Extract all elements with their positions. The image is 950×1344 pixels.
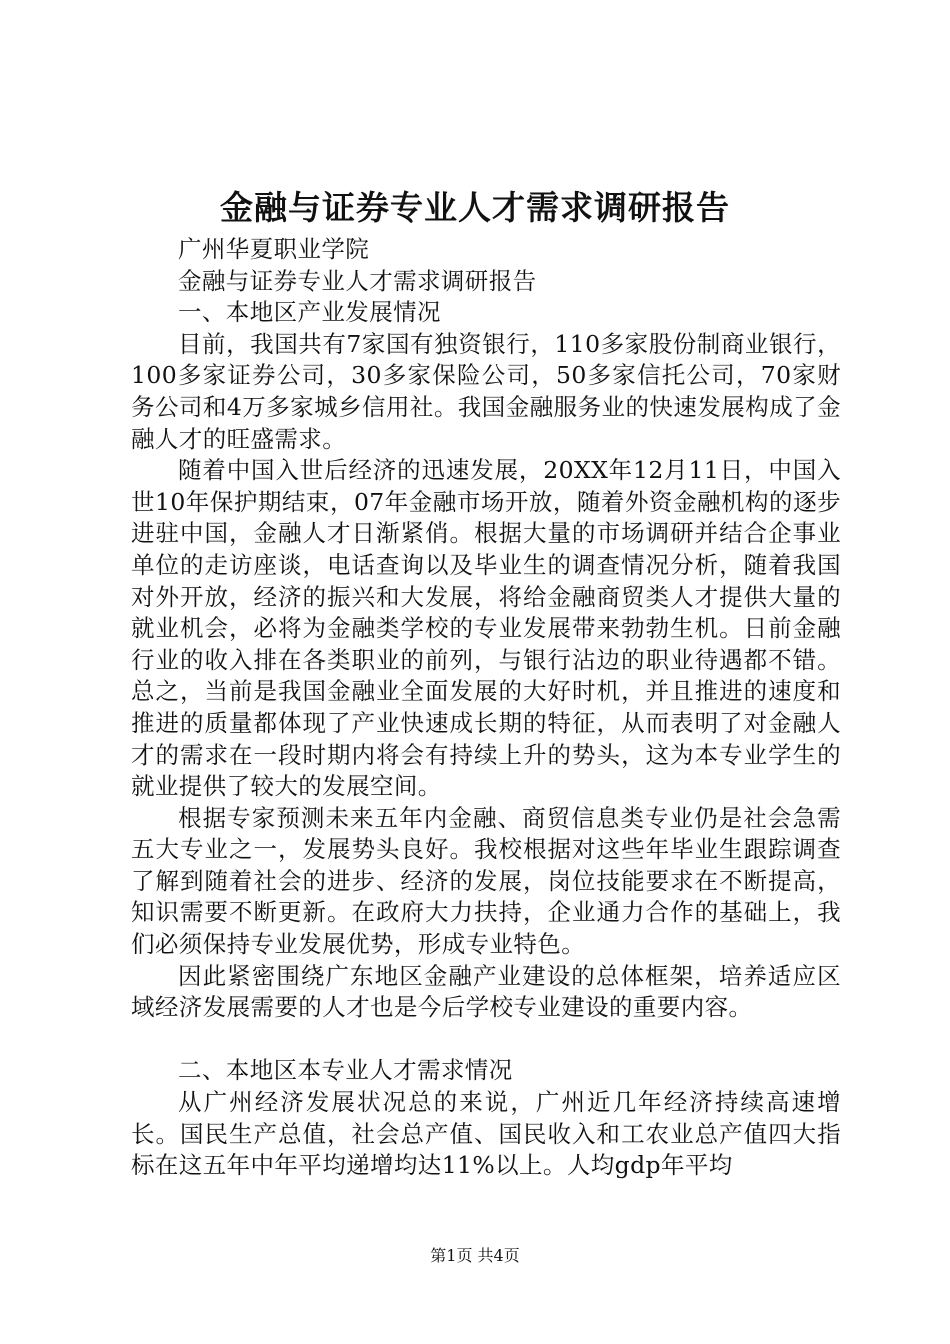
section-heading-talent-demand: 二、本地区本专业人才需求情况 xyxy=(178,1056,513,1085)
paragraph-financial-institutions: 目前，我国共有7家国有独资银行，110多家股份制商业银行，100多家证券公司，30多家保险公司，50多家信托公司，70家财务公司和4万多家城乡信用社。我国金融服务业的快速发展构成了金融人才的旺盛需求。 xyxy=(131,329,841,453)
paragraph-school-name: 广州华夏职业学院 xyxy=(178,235,370,263)
section-heading-industry: 一、本地区产业发展情况 xyxy=(178,298,441,327)
paragraph-guangdong-framework: 因此紧密围绕广东地区金融产业建设的总体框架，培养适应区域经济发展需要的人才也是今后学校专业建设的重要内容。 xyxy=(131,961,841,1022)
page-footer: 第1页 共4页 xyxy=(430,1246,520,1265)
paragraph-report-subtitle: 金融与证券专业人才需求调研报告 xyxy=(178,266,537,295)
paragraph-expert-forecast: 根据专家预测未来五年内金融、商贸信息类专业仍是社会急需五大专业之一，发展势头良好。我校根据对这些年毕业生跟踪调查了解到随着社会的进步、经济的发展，岗位技能要求在不断提高，知识需要不断更新。在政府大力扶持，企业通力合作的基础上，我们必须保持专业发展优势，形成专业特色。 xyxy=(131,803,841,959)
document-body xyxy=(131,234,841,1182)
paragraph-guangzhou-economy: 从广州经济发展状况总的来说，广州近几年经济持续高速增长。国民生产总值，社会总产值、国民收入和工农业总产值四大指标在这五年中年平均递增均达11%以上。人均gdp年平均 xyxy=(131,1088,841,1180)
document-title: 金融与证券专业人才需求调研报告 xyxy=(220,188,730,227)
paragraph-wto-development: 随着中国入世后经济的迅速发展，20XX年12月11日，中国入世10年保护期结束，07年金融市场开放，随着外资金融机构的逐步进驻中国，金融人才日渐紧俏。根据大量的市场调研并结合企事业单位的走访座谈，电话查询以及毕业生的调查情况分析，随着我国对外开放，经济的振兴和大发展，将给金融商贸类人才提供大量的就业机会，必将为金融类学校的专业发展带来勃勃生机。日前金融行业的收入排在各类职业的前列，与银行沾边的职业待遇都不错。总之，当前是我国金融业全面发展的大好时机，并且推进的速度和推进的质量都体现了产业快速成长期的特征，从而表明了对金融人才的需求在一段时期内将会有持续上升的势头，这为本专业学生的就业提供了较大的发展空间。 xyxy=(131,456,841,801)
